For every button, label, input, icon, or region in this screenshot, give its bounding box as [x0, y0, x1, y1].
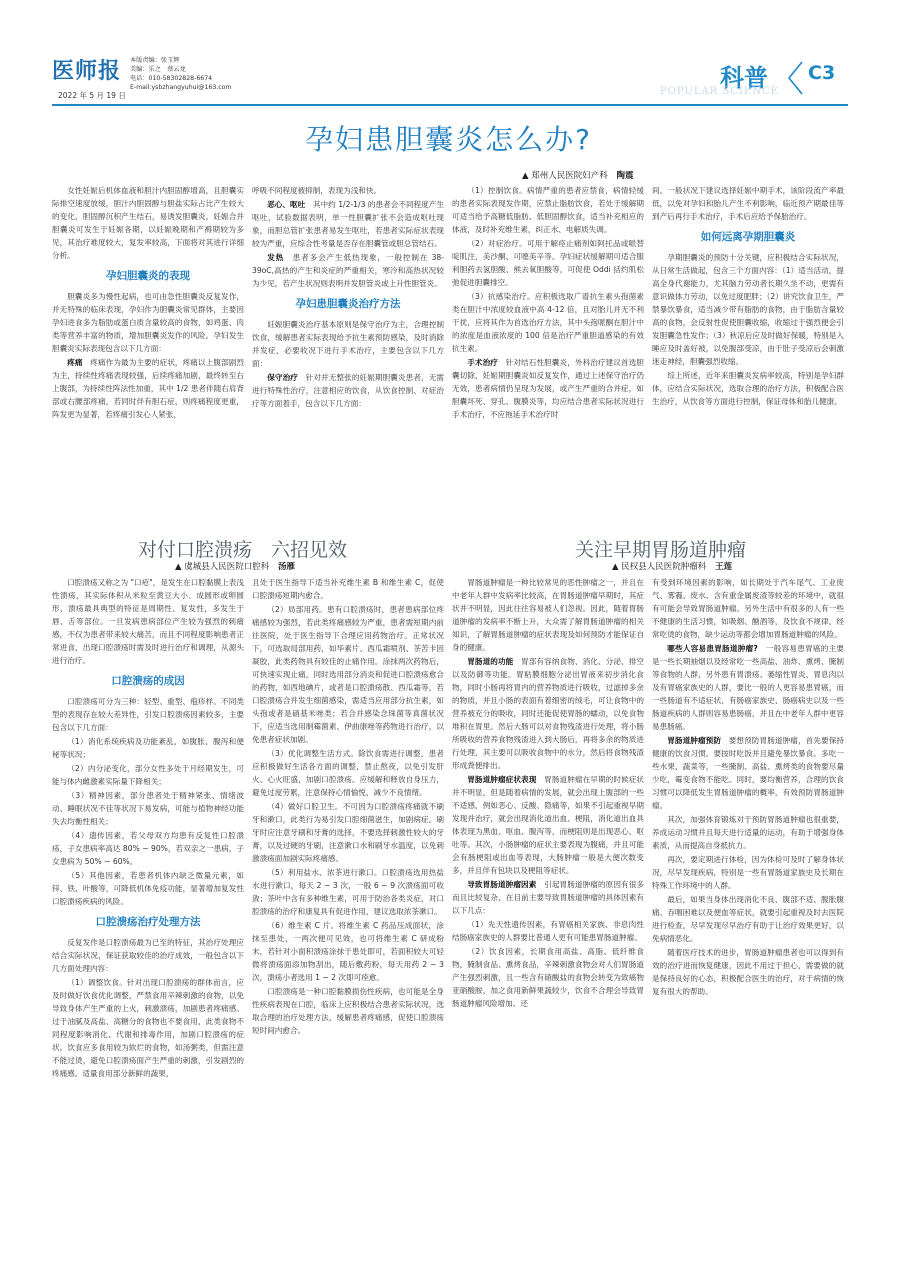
paragraph: 最后，如果当身体出现消化不良、腹部不适、腹胀腹痛、吞咽困难以及便血等症状，就要引起重视及时去医院进行检查，尽早发现尽早治疗有助于让治疗效果更好，以免病情恶化。: [652, 895, 844, 943]
paragraph: 口腔溃疡又称之为 "口疮"，是发生在口腔黏膜上表浅性溃疡，其实际体积从米粒至黄豆大小、成圆形或卵圆形，溃疡最具典型的特征是周期性、复发性，多发生于唇、舌等部位。一旦发病患病部位产生较为强烈的刺痛感，不仅为患者带来较大痛苦，而且不同程度影响患者正常进食，出现口腔溃疡时需及时进行治疗和调理，从源头进行治疗。: [52, 578, 244, 665]
article2-title: 对付口腔溃疡 六招见效: [138, 539, 348, 561]
byline-author: 陶震: [616, 171, 634, 181]
article1-column-2: [252, 184, 444, 534]
newspaper-logo: 医师报: [52, 58, 122, 84]
paragraph: 胃肠道肿瘤是一种比较常见的恶性肿瘤之一，并且在中老年人群中发病率比较高，在胃肠道肿瘤早期时，其症状并不明显，因此往往容易被人们忽视。因此，随着胃肠道肿瘤的发病率不断上升，大众需了解胃肠道肿瘤的相关知识，了解胃肠道肿瘤的症状表现及如何预防才能保证自身的健康。: [452, 578, 644, 652]
paragraph: 反复发作是口腔溃疡最为已至的特征，其治疗处理应结合实际状况，保证获取较佳的治疗成效，一般包含以下几方面处理内容：: [52, 938, 244, 973]
masthead: [0, 0, 897, 110]
paragraph: （2）内分泌变化，部分女性多处于月经期发生，可能与体内雌激素实际量下降相关；: [52, 764, 244, 786]
paragraph-text: 针对结石性胆囊炎，外科治疗建议首选胆囊切除，妊娠期胆囊炎如反复发作，通过上述保守治疗仍无效，患者病情仍呈现为发展，或产生严重的合并症，如胆囊坏死、穿孔、腹膜炎等，均应结合患者实际状况进行手术治疗，不应拖延手术治疗时: [452, 358, 644, 419]
subheading: 孕妇患胆囊炎治疗方法: [295, 298, 401, 310]
lead-term: 发热: [267, 253, 285, 262]
paragraph: [252, 251, 444, 290]
paragraph: [652, 734, 844, 812]
paragraph: （1）调整饮食。针对出现口腔溃疡的群体而言，应及时做好饮食优化调整，严禁食用辛辣刺激的食物，以免导致身体产生严重的上火，刺激溃疡，加剧患者疼痛感。过于油腻及高盐、高糖分的食物也不要食用，此类食物不同程度影响消化、代谢和排毒作用，加剧口腔溃疡的症状。饮食应多食用较为软烂的食物，如汤粥类，但需注意不能过烫，避免口腔溃疡面产生严重的刺激，引发剧烈的疼痛感。适量食用部分新鲜的蔬果，: [52, 978, 244, 1078]
paragraph: （3）抗感染治疗。应积极选取广谱抗生素头孢菌素类在胆汁中浓度较血液中高 4-12 倍，且对胎儿并无不利干扰，应将其作为首选治疗方法，其中头孢哌酮在胆汁中的浓度是血液浓度的 100 倍是治疗严重胆道感染的有效抗生素。: [452, 292, 644, 353]
subheading: 孕妇胆囊炎的表现: [106, 270, 190, 282]
article3-column-2: [652, 576, 844, 1256]
editor-info: [130, 56, 231, 92]
paragraph-text: 胃肠道肿瘤在早期的时候症状并不明显，但是随着病情的发展，就会出现上腹部的一些不适感，例如恶心、反酸、隐痛等，如果不引起重视早期发现并治疗，就会出现消化道出血、梗阻，消化道出血具体表现为黑血、呕血、腹泻等，而梗阻则是出现恶心、呕吐等。其次，小肠肿瘤的症状主要表现为腹痛，并且可能会有肠梗阻或出血等表现，大肠肿瘤一般是大便次数变多，并且伴有包块以及梗阻等症状。: [452, 775, 644, 875]
editor-line: 本版责编：张玉辉: [130, 57, 180, 64]
paragraph: （4）遗传因素，若父母双方均患有反复性口腔溃疡，子女患病率高达 80% ~ 90%，若双亲之一患病，子女患病为 50% ~ 60%。: [52, 831, 244, 866]
lead-term: 哪些人容易患胃肠道肿瘤?: [667, 644, 758, 653]
paragraph: （5）利用盐水、浓茶进行漱口。口腔溃疡选用热盐水进行漱口，每天 2 ~ 3 次，一般 6 ~ 9 次溃疡面可收敛；茶叶中含有多种维生素，可用于防治各类炎症，对口腔溃疡的治疗和康复具有促进作用，建议选取浓茶漱口。: [252, 868, 444, 916]
article1-title: 孕妇患胆囊炎怎么办?: [305, 123, 592, 156]
paragraph: [452, 773, 644, 877]
paragraph: [452, 878, 644, 917]
paragraph: 综上所述，近年来胆囊炎发病率较高，特别是孕妇群体，应结合实际状况，选取合理的治疗方法，积极配合医生治疗，从饮食等方面进行控制，保证母体和胎儿健康。: [652, 371, 844, 406]
byline-author: 汤雁: [277, 562, 295, 572]
paragraph: 口腔溃疡是一种口腔黏膜损伤性疾病，也可能是全身性疾病表现在口腔，临床上应积极结合患者实际状况，选取合理的治疗处理方法，缓解患者疼痛感，促使口腔溃疡短时间内愈合。: [252, 987, 444, 1035]
page-number: C3: [808, 62, 836, 84]
paragraph-text: 其中约 1/2-1/3 的患者会不同程度产生呕吐，试验数据表明，单一性胆囊扩张不会造成呕吐现象，而胆总管扩张患者易发生呕吐，若患者实际症状表现较为严重，应综合性考量是否存在胆囊管或胆总管结石。: [252, 200, 444, 248]
lead-term: 胃肠道肿瘤症状表现: [467, 775, 537, 784]
lead-term: 导致胃肠道肿瘤因素: [467, 880, 537, 889]
article3-column-1: [452, 576, 644, 1256]
byline-org: ▲ 虞城县人民医院口腔科: [175, 562, 270, 572]
article1-byline: [522, 169, 633, 181]
paragraph: （2）局部用药。患有口腔溃疡时，患者患病部位疼痛感较为强烈，若此类疼痛感较为严重，患者需短期内前往医院，处于医生指导下合理应用药物治疗。正常状况下，可选取局部用药，如华素片、西瓜霜喷剂、茶苦卡因凝胶，此类药物具有较佳的止痛作用。涂抹两次药物后，可快速实现止痛，同时选用部分消炎和促进口腔溃疡愈合的药物，如西地碘片，或者是口腔溃疡散、西瓜霜等，若口腔溃疡合并发生细菌感染，需适当应用部分抗生素，如头孢或者是硝基米唑类；若合并感染念珠菌等真菌状况下，应适当选用制霉菌素、伊曲康唑等药物进行治疗，以免患者症状加剧。: [252, 605, 444, 744]
paragraph: （1）消化系统疾病及功能紊乱，如腹胀、腹泻和便秘等状况；: [52, 737, 244, 759]
lead-term: 疼痛: [67, 358, 83, 367]
section-english: POPULAR SCIENCE: [660, 86, 779, 97]
paragraph: [52, 356, 244, 421]
paragraph: （2）饮食因素，长期食用高盐、高脂、低纤维食物，腌制食品、熏烤食品，辛辣刺激食物会对人们胃肠道产生强烈刺激，且一些含有硝酸盐的食物会转变为致癌物亚硝酸胺，加之食用新鲜果蔬较少，饮食不合理会导致胃肠道肿瘤风险增加。还: [452, 947, 644, 1008]
paragraph-text: 针对并无整张的妊娠期胆囊炎患者，无需进行特殊性治疗，注意相应的饮食，从饮食控制、对症治疗等方面着手，包含以下几方面：: [252, 373, 444, 408]
subheading: 口腔溃疡的成因: [111, 675, 185, 687]
paragraph: （3）优化调整生活方式。除饮食需进行调整，患者应积极做好生活各方面的调整，禁止熬夜，以免引发肝火、心火旺盛，加剧口腔溃疡。应缓解和释放自身压力，避免过度劳累，注意保持心情愉悦，减少不良情绪。: [252, 749, 444, 797]
paragraph-text: 疼痛作为最为主要的症状，疼痛以上腹部剧烈为主，持续性疼痛表现较强，后续疼痛加剧，最终转至右上腹部，为持续性阵法性加重，其中 1/2 患者伴随右肩背部或右腰部疼痛，若同时伴有胆石症，则疼痛程度更重，阵发更为显著，若疼痛引发心人紧张，: [52, 358, 244, 419]
subheading: 如何远离孕期胆囊炎: [700, 231, 796, 243]
paragraph: （6）维生素 C 片。将维生素 C 药品压成面状，涂抹至患处，一两次便可见效，也可将维生素 C 研成粉末，若针对小面积溃疡涂抹于患处即可，若面积较大可轻微将溃疡面添加物刮出，随后敷药粉，每天用药 2 ~ 3 次，溃疡小者选用 1 ~ 2 次即可痊愈。: [252, 921, 444, 982]
paragraph-text: 引起胃肠道肿瘤的原因有很多而且比较复杂，在目前主要导致胃肠道肿瘤的具体因素有以下几点：: [452, 880, 644, 915]
paragraph: 随着医疗技术的进步，胃肠道肿瘤患者也可以得到有效的治疗进而恢复健康，因此不用过于担心，需要做的就是保持良好的心态，积极配合医生的治疗，对于病情的恢复有很大的帮助。: [652, 948, 844, 996]
article1-column-3: [452, 184, 644, 534]
subheading: 口腔溃疡治疗处理方法: [95, 916, 201, 928]
paragraph: 胆囊炎多为慢性起病，也可由急性胆囊炎反复发作，并无特殊的临床表现，孕妇作为胆囊炎常见群体，主要因孕妇进食多为脂肪或蛋白质含量较高的食物，如鸡蛋、肉类等营养丰富的物质，增加胆囊炎发作的风险。孕妇发生胆囊炎实际表现包含以下几方面：: [52, 292, 244, 353]
paragraph: 其次，加强体育锻炼对于预防胃肠道肿瘤也很重要，养成运动习惯并且每天进行适量的运动，有助于增强身体素质，从而提高自身抵抗力。: [652, 815, 844, 850]
byline-author: 王莲: [714, 562, 732, 572]
lead-term: 手术治疗: [467, 358, 498, 367]
lead-term: 胃肠道肿瘤预防: [667, 736, 722, 745]
paragraph: （3）精神因素，部分患者处于精神紧张、情绪波动、睡眠状况不佳等状况下易发病，可能与植物神经功能失去均衡性相关；: [52, 791, 244, 826]
article2-column-1: [52, 576, 244, 1256]
paragraph: 有受到环境因素的影响，如长期处于汽车尾气、工业废气、雾霾、废水、含有重金属废渣等较差的环境中，就很有可能会导致胃肠道肿瘤。另外生活中有很多的人有一些不健康的生活习惯，如吸烟、酗酒等，及饮食不规律，经常吃烫的食物，缺少运动等都会增加胃肠道肿瘤的风险。: [652, 578, 844, 639]
article1-column-4: [652, 184, 844, 534]
paragraph: （4）做好口腔卫生。不可因为口腔溃疡疼痛就不刷牙和漱口，此类行为易引发口腔细菌滋生，加剧病症。刷牙时应注意牙刷和牙膏的选择，不要选择刺激性较大的牙膏，以及过硬的牙刷，注意漱口水和刷牙水温度，以免刺激溃疡面加剧实际疼痛感。: [252, 802, 444, 863]
lead-term: 胃肠道的功能: [467, 657, 514, 666]
editor-email: E-mail:ysbzhangyuhui@163.com: [130, 84, 232, 91]
paragraph: 呼吸不同程度被抑制，表现为浅和快。: [252, 186, 382, 195]
chevron-left-icon: [786, 60, 804, 96]
paragraph: 且处于医生指导下适当补充维生素 B 和维生素 C，促使口腔溃疡短期内愈合。: [252, 578, 444, 600]
paragraph: [252, 198, 444, 250]
section-name: 科普: [720, 64, 768, 92]
header-rule: [52, 104, 848, 106]
paragraph: （5）其他因素，若患者机体内缺乏微量元素，如锌、铁、叶酸等，可降低机体免疫功能，显著增加复发性口腔溃疡疾病的风险。: [52, 871, 244, 906]
byline-org: ▲ 民权县人民医院肿瘤科: [612, 562, 707, 572]
paragraph: [252, 371, 444, 410]
article3-title: 关注早期胃肠道肿瘤: [575, 539, 747, 561]
paragraph-text: 一般容易患胃癌的主要是一些长期抽烟以及经常吃一些高盐、油炸、熏烤、腌制等食物的人群，另外患有胃溃疡、萎缩性胃炎、胃息肉以及有胃癌家族史的人群，要比一般的人更容易患胃癌，而一些肠道有不适症状、有肠癌家族史、肠癌病史以及一些肠道疾病的人群则容易患肠癌，并且在中老年人群中更容易患肠癌。: [652, 644, 844, 731]
article2-column-2: [252, 576, 444, 1256]
paragraph: [652, 642, 844, 733]
paragraph: 口腔溃疡可分为三种：轻型、重型、疱疹样。不同类型的表现存在较大差异性，引发口腔溃疡因素较多，主要包含以下几方面：: [52, 697, 244, 732]
editor-line: 美编：乐之 蔡云龙: [130, 66, 186, 73]
lead-term: 保守治疗: [267, 373, 298, 382]
article1-column-1: [52, 184, 244, 534]
editor-line: 电话：010-58302828-6674: [130, 75, 213, 82]
paragraph: 妊娠胆囊炎治疗基本原则是保守治疗为主，合理控制饮食，缓解患者实际表现给予抗生素预防感染，及时消除并发症，必要收况下进行手术治疗，主要包含以下几方面：: [252, 320, 444, 368]
paragraph: 间。一般状况下建议选择妊娠中期手术，该阶段流产率最低，以免对孕妇和胎儿产生不利影响，临近预产期最佳等到产后再行手术治疗，手术后应给予保胎治疗。: [652, 186, 844, 221]
article2-byline: [175, 560, 295, 572]
paragraph: 女性妊娠后机体血液和胆汁内胆固醇增高，且胆囊实际排空速度放缓，胆汁内胆固醇与胆盐实际占比产生较大的变化，胆固醇沉积产生结石，易诱发胆囊炎。妊娠合并胆囊炎可发生于妊娠各期，以妊娠晚期和产褥期较为多见，其治疗难度较大，复发率较高，下面将对其进行详细分析。: [52, 186, 244, 260]
byline-org: ▲ 郑州人民医院妇产科: [522, 171, 608, 181]
paragraph: 孕期胆囊炎的预防十分关键，应积极结合实际状况，从日常生活做起，包含三个方面内容：（1）适当活动，提高全身代谢能力，尤其脑力劳动者长期久坐不动，更需有意识做体力劳动，以免过度肥胖；（2）讲究饮食卫生，严禁暴饮暴食，适当减少带有脂肪的食物，由于脂肪含量较高的食物，会反射性促使胆囊收缩，收缩过于强烈便会引发胆囊急性发作；（3）秋凉后应及时做好保暖，特别是入睡应及时盖好被，以免腹部受凉，由于肚子受凉后会刺激迷走神经，胆囊强烈收缩。: [652, 253, 844, 366]
paragraph-text: 要想预防胃肠道肿瘤，首先要保持健康的饮食习惯。要按时吃饭并且避免暴饮暴食。多吃一些水果、蔬菜等，一些腌制、高盐、熏烤类的食物要尽量少吃，霉变食物不能吃。同时，要均衡营养，合理的饮食习惯可以降低发生胃肠道肿瘤的概率，有效预防胃肠道肿瘤。: [652, 736, 844, 810]
paragraph: （1）先天性遗传因素，有胃癌相关家族、非息肉性结肠癌家族史的人群要比普通人更有可能患胃肠道肿瘤。: [452, 920, 644, 942]
lead-term: 恶心、呕吐: [267, 200, 306, 209]
paragraph-text: 胃部有容纳食物、消化、分泌、排空以及防御等功能。胃粘膜细胞分泌出胃液来初步消化食物，同时小肠再将胃内的营养物质进行吸收，过滤掉多余的物质，并且小肠的表面有着细密的绒毛，可让食物中的营养被充分的吸收，同时还能促使胃肠的蠕动，以免食物堆积在胃里。然后大肠可以对食物残渣进行处理，将小肠所吸收的营养食物残渣进入到大肠后，再将多余的物质进行处理，其主要可以吸收食物中的水分，然后将食物残渣形成粪便排出。: [452, 657, 644, 770]
article3-byline: [612, 560, 732, 572]
paragraph: [452, 356, 644, 421]
paragraph: [452, 655, 644, 772]
issue-date: 2022 年 5 月 19 日: [58, 91, 126, 100]
paragraph: （1）控制饮食。病情严重的患者应禁食，病情轻缓的患者实际表现发作期，应禁止脂肪饮食，若处于缓解期可适当给予高糖低脂肪、低胆固醇饮食，适当补充相应的体液，及时补充维生素，纠正水、电解质失调。: [452, 186, 644, 234]
paragraph-text: 患者多会产生低热现象，一般控制在 38-39oC,高热的产生和炎症的严重相关，寒冷和高热状况较为少见，若产生状况则表明并发胆管炎或上升性胆管炎。: [252, 253, 444, 288]
paragraph: 再次，要定期进行体检，因为体检可及时了解身体状况，尽早发现疾病，特别是一些有胃肠道家族史及长期在特殊工作环境中的人群。: [652, 855, 844, 890]
paragraph: （2）对症治疗。可用于解痉止痛剂如阿托品或哌替啶肌注，美沙酮、可噁美辛等。孕妇症状缓解期可适合服利胆药去氢胆酸、熊去氧胆酸等，可促使 Oddi 括约肌松弛促进胆囊排空。: [452, 239, 644, 287]
